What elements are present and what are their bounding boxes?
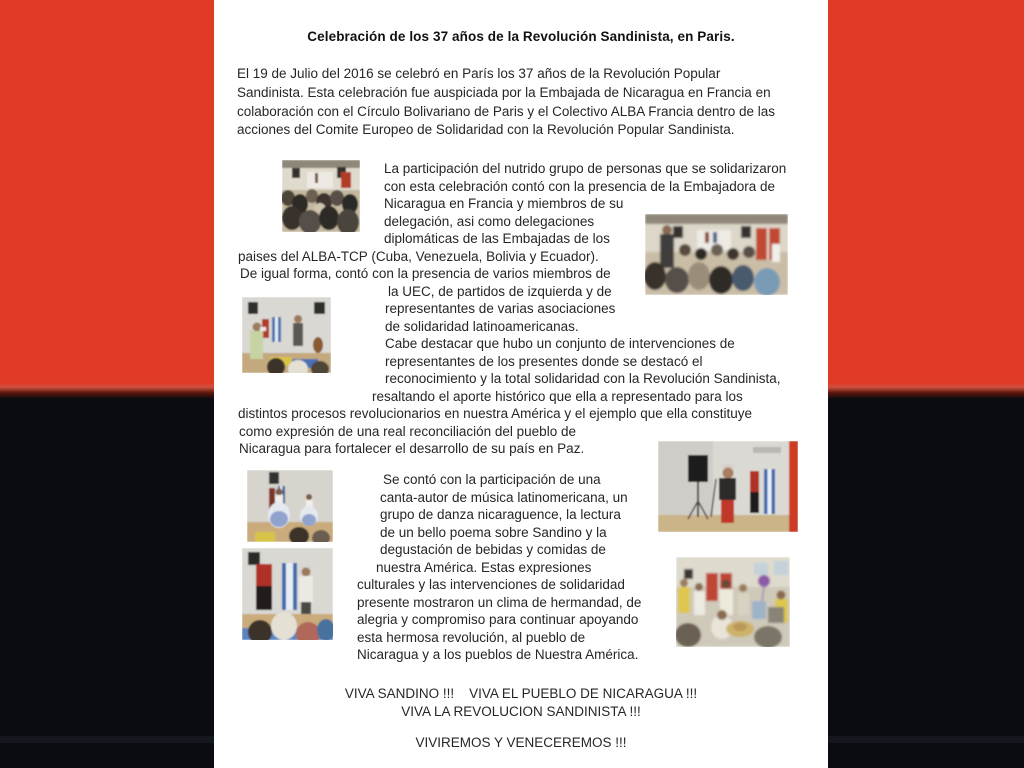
body-line: con esta celebración contó con la presencia de la Embajadora de (384, 179, 775, 194)
body-line: diplomáticas de las Embajadas de los (384, 231, 610, 246)
folk-dancers-photo (247, 470, 333, 542)
body-line: La participación del nutrido grupo de personas que se solidarizaron (384, 161, 787, 176)
intro-line: acciones del Comite Europeo de Solidaridad con la Revolución Popular Sandinista. (237, 122, 735, 137)
audience-hall-photo (282, 160, 360, 232)
photographer-stage-photo (242, 297, 331, 373)
body-line: resaltando el aporte histórico que ella a representado para los (372, 389, 743, 404)
culture-line: Se contó con la participación de una (383, 472, 601, 487)
body-line: distintos procesos revolucionarios en nuestra América y el ejemplo que ella constituye (238, 406, 753, 421)
culture-line: esta hermosa revolución, al pueblo de (357, 630, 586, 645)
body-line: la UEC, de partidos de izquierda y de (388, 284, 612, 299)
body-line: De igual forma, contó con la presencia de varios miembros de (240, 266, 611, 281)
body-line: de solidaridad latinoamericanas. (385, 319, 579, 334)
culture-line: de un bello poema sobre Sandino y la (380, 525, 607, 540)
culture-line: culturales y las intervenciones de solidaridad (357, 577, 625, 592)
culture-line: presente mostraron un clima de hermandad, de (357, 595, 642, 610)
culture-line: canta-autor de música latinomericana, un (380, 490, 628, 505)
culture-line: degustación de bebidas y comidas de (380, 542, 606, 557)
culture-line: nuestra América. Estas expresiones (376, 560, 592, 575)
reception-crowd-photo (676, 557, 790, 647)
body-line: Cabe destacar que hubo un conjunto de intervenciones de (385, 336, 735, 351)
body-line: Nicaragua en Francia y miembros de su (384, 196, 624, 211)
body-line: paises del ALBA-TCP (Cuba, Venezuela, Bolivia y Ecuador). (238, 249, 599, 264)
body-line: delegación, asi como delegaciones (384, 214, 595, 229)
body-line: como expresión de una real reconciliación del pueblo de (239, 424, 576, 439)
culture-line: alegria y compromiso para continuar apoyando (357, 612, 639, 627)
culture-line: grupo de danza nicaraguence, la lectura (380, 507, 621, 522)
audience-hall-wide-photo (645, 214, 788, 295)
body-line: representantes de varias asociaciones (385, 301, 616, 316)
body-line: representantes de los presentes donde se destacó el (385, 354, 703, 369)
document-page (214, 0, 828, 768)
slogan-line: VIVA SANDINO !!! VIVA EL PUEBLO DE NICARAGUA !!! (344, 686, 698, 701)
body-line: reconocimiento y la total solidaridad con la Revolución Sandinista, (385, 371, 781, 386)
intro-line: colaboración con el Círculo Bolivariano de Paris y el Colectivo ALBA Francia dentro de las (237, 104, 776, 119)
document-title: Celebración de los 37 años de la Revolución Sandinista, en Paris. (307, 29, 735, 44)
slogan-line: VIVA LA REVOLUCION SANDINISTA !!! (401, 704, 641, 719)
speaker-microphone-photo (658, 441, 798, 532)
poem-reading-photo (242, 548, 333, 640)
intro-line: El 19 de Julio del 2016 se celebró en París los 37 años de la Revolución Popular (237, 66, 721, 81)
body-line: Nicaragua para fortalecer el desarrollo de su país en Paz. (239, 441, 585, 456)
intro-line: Sandinista. Esta celebración fue auspiciada por la Embajada de Nicaragua en Francia en (237, 85, 771, 100)
slogan-line: VIVIREMOS Y VENECEREMOS !!! (415, 735, 627, 750)
culture-line: Nicaragua y a los pueblos de Nuestra América. (357, 647, 639, 662)
